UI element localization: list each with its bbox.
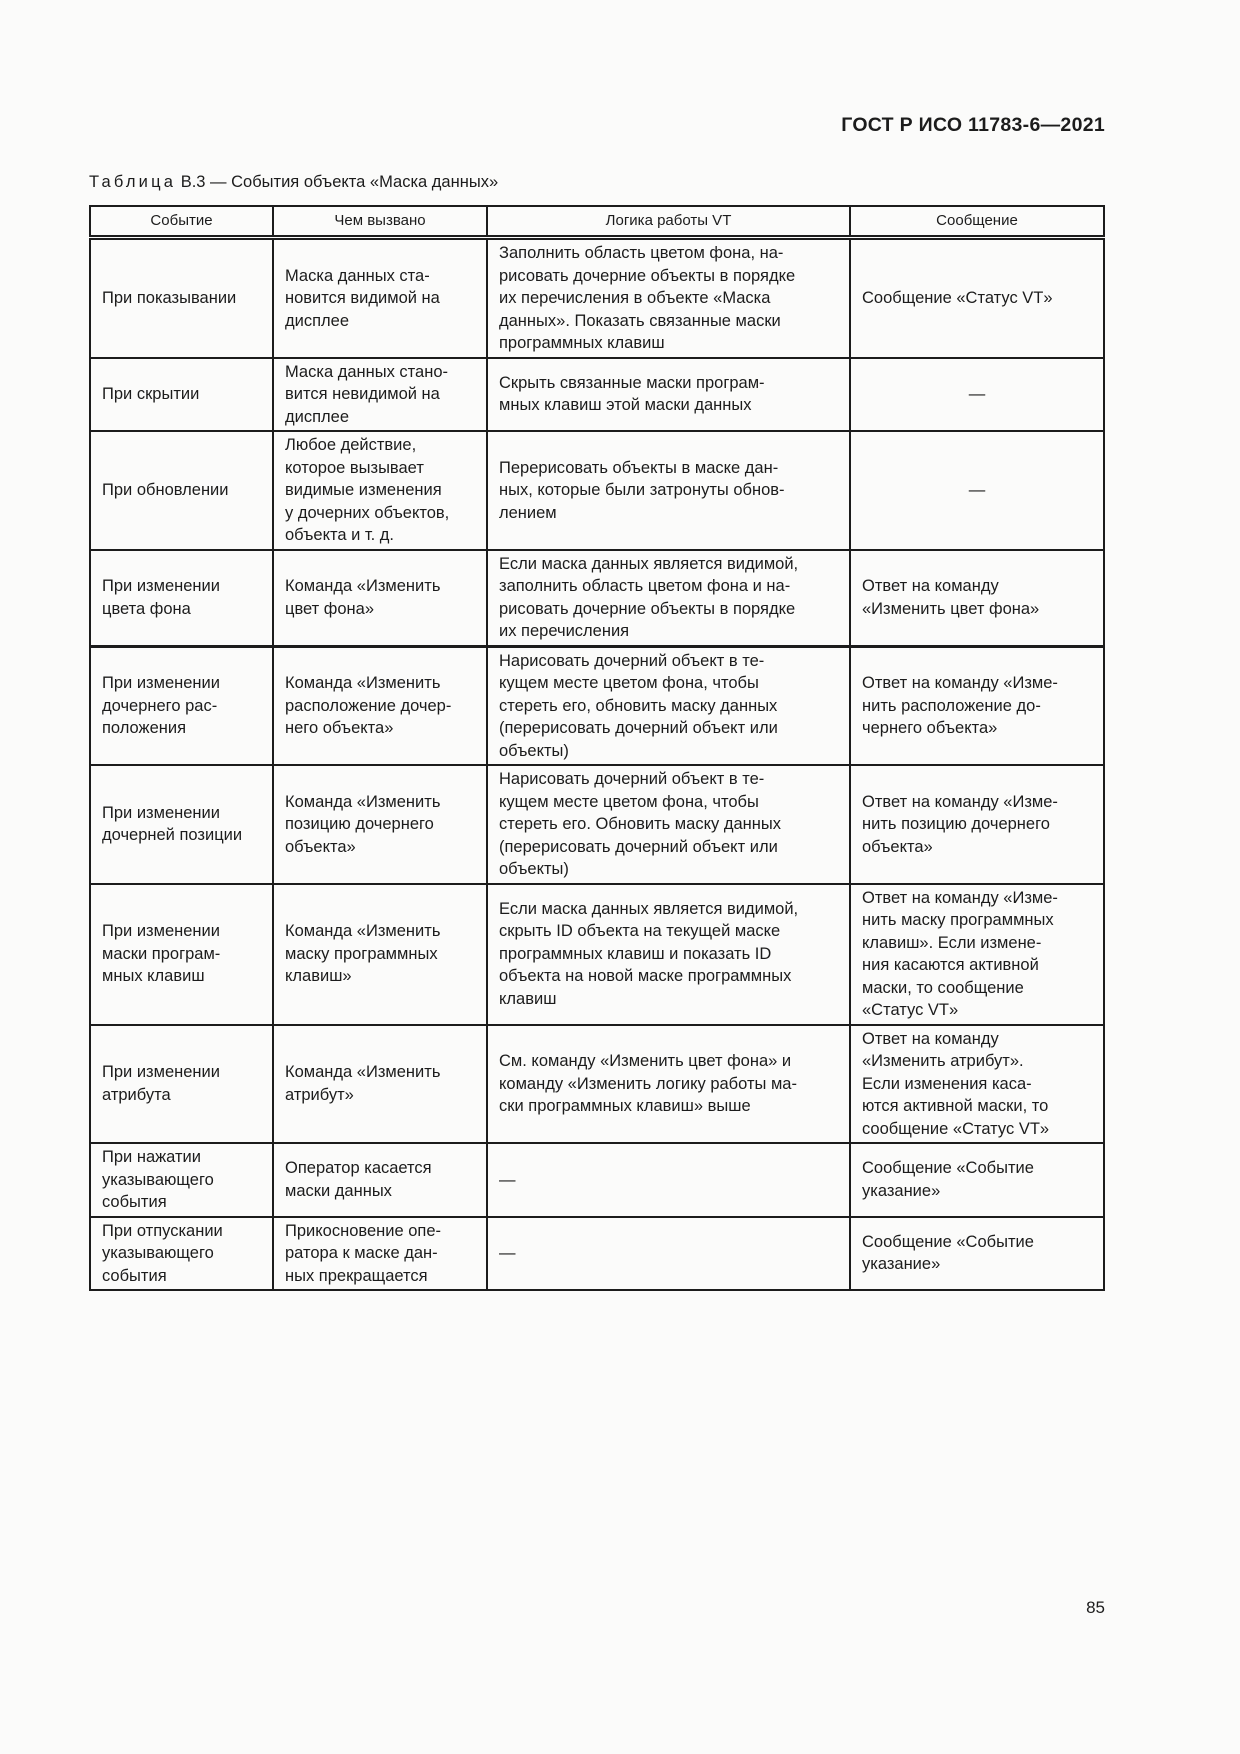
logic-cell: Скрыть связанные маски програм- мных клавиш этой маски данных <box>487 358 850 432</box>
cause-cell: Оператор касается маски данных <box>273 1143 487 1217</box>
column-header-event: Событие <box>90 206 273 238</box>
message-cell: — <box>850 358 1104 432</box>
message-cell: Ответ на команду «Изме- нить позицию дочернего объекта» <box>850 765 1104 884</box>
logic-cell: — <box>487 1217 850 1291</box>
column-header-message: Сообщение <box>850 206 1104 238</box>
table-caption <box>89 173 498 192</box>
table-row <box>90 431 1104 550</box>
logic-cell: Перерисовать объекты в маске дан- ных, которые были затронуты обнов- лением <box>487 431 850 550</box>
event-cell: При нажатии указывающего события <box>90 1143 273 1217</box>
event-cell: При изменении дочерней позиции <box>90 765 273 884</box>
event-cell: При изменении маски програм- мных клавиш <box>90 884 273 1025</box>
event-cell: При изменении цвета фона <box>90 550 273 647</box>
cause-cell: Маска данных стано- вится невидимой на дисплее <box>273 358 487 432</box>
cause-cell: Маска данных ста- новится видимой на дисплее <box>273 238 487 358</box>
logic-cell: Заполнить область цветом фона, на- рисовать дочерние объекты в порядке их перечисления в объекте «Маска данных». Показать связанные маски программных клавиш <box>487 238 850 358</box>
event-cell: При изменении атрибута <box>90 1025 273 1144</box>
table-caption-label: Таблица <box>89 173 177 191</box>
cause-cell: Команда «Изменить атрибут» <box>273 1025 487 1144</box>
cause-cell: Команда «Изменить расположение дочер- него объекта» <box>273 646 487 765</box>
logic-cell: — <box>487 1143 850 1217</box>
table-row <box>90 550 1104 647</box>
table-row <box>90 884 1104 1025</box>
logic-cell: Если маска данных является видимой, заполнить область цветом фона и на- рисовать дочерние объекты в порядке их перечисления <box>487 550 850 647</box>
logic-cell: Нарисовать дочерний объект в те- кущем месте цветом фона, чтобы стереть его, обновить маску данных (перерисовать дочерний объект или объекты) <box>487 646 850 765</box>
message-cell: Ответ на команду «Изме- нить маску программных клавиш». Если измене- ния касаются активной маски, то сообщение «Статус VT» <box>850 884 1104 1025</box>
cause-cell: Команда «Изменить позицию дочернего объекта» <box>273 765 487 884</box>
event-cell: При обновлении <box>90 431 273 550</box>
cause-cell: Команда «Изменить цвет фона» <box>273 550 487 647</box>
message-cell: Ответ на команду «Изме- нить расположение до- чернего объекта» <box>850 646 1104 765</box>
event-cell: При отпускании указывающего события <box>90 1217 273 1291</box>
standard-number: ГОСТ Р ИСО 11783-6—2021 <box>841 114 1105 136</box>
message-cell: Сообщение «Событие указание» <box>850 1143 1104 1217</box>
event-cell: При показывании <box>90 238 273 358</box>
table-row <box>90 1143 1104 1217</box>
event-cell: При скрытии <box>90 358 273 432</box>
table-row <box>90 238 1104 358</box>
cause-cell: Любое действие, которое вызывает видимые изменения у дочерних объектов, объекта и т. д. <box>273 431 487 550</box>
column-header-logic: Логика работы VT <box>487 206 850 238</box>
message-cell: Сообщение «Событие указание» <box>850 1217 1104 1291</box>
message-cell: — <box>850 431 1104 550</box>
message-cell: Сообщение «Статус VT» <box>850 238 1104 358</box>
logic-cell: Если маска данных является видимой, скрыть ID объекта на текущей маске программных клавиш и показать ID объекта на новой маске программных клавиш <box>487 884 850 1025</box>
header-row <box>90 206 1104 238</box>
table-row <box>90 1217 1104 1291</box>
table-row <box>90 1025 1104 1144</box>
events-table <box>89 205 1105 1291</box>
column-header-cause: Чем вызвано <box>273 206 487 238</box>
table-caption-text: В.3 — События объекта «Маска данных» <box>176 173 499 191</box>
message-cell: Ответ на команду «Изменить атрибут». Если изменения каса- ются активной маски, то сообщение «Статус VT» <box>850 1025 1104 1144</box>
table-row <box>90 765 1104 884</box>
event-cell: При изменении дочернего рас- положения <box>90 646 273 765</box>
page-number: 85 <box>1086 1598 1105 1617</box>
table-row <box>90 646 1104 765</box>
message-cell: Ответ на команду «Изменить цвет фона» <box>850 550 1104 647</box>
logic-cell: См. команду «Изменить цвет фона» и команду «Изменить логику работы ма- ски программных клавиш» выше <box>487 1025 850 1144</box>
table-row <box>90 358 1104 432</box>
table-body <box>90 238 1104 1291</box>
cause-cell: Команда «Изменить маску программных клавиш» <box>273 884 487 1025</box>
logic-cell: Нарисовать дочерний объект в те- кущем месте цветом фона, чтобы стереть его. Обновить маску данных (перерисовать дочерний объект или объекты) <box>487 765 850 884</box>
cause-cell: Прикосновение опе- ратора к маске дан- ных прекращается <box>273 1217 487 1291</box>
